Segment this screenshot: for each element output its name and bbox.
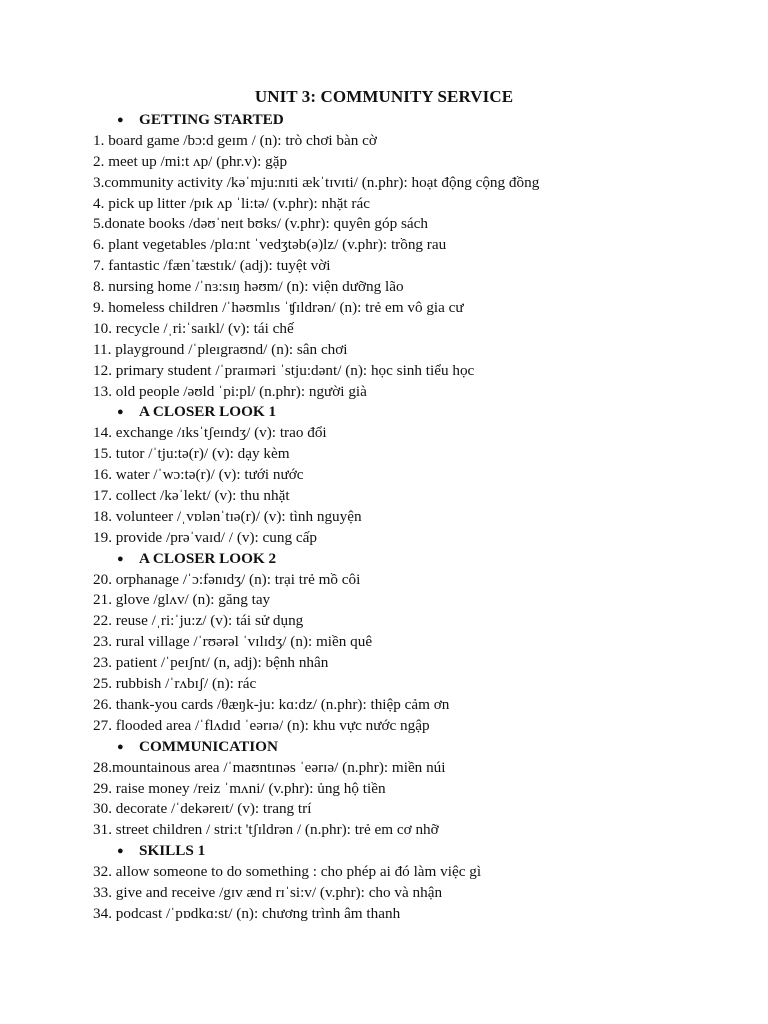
vocab-item: 33. give and receive /gɪv ænd rɪˈsi:v/ (v.phr): cho và nhận [93,883,443,901]
vocab-item: 23. patient /ˈpeɪʃnt/ (n, adj): bệnh nhân [93,654,329,672]
vocab-item: 5.donate books /dəʊˈneɪt bʊks/ (v.phr): quyên góp sách [93,215,428,233]
vocab-item: 31. street children / stri:t 'tʃɪldrən / (n.phr): trẻ em cơ nhỡ [93,821,439,839]
vocab-item: 19. provide /prəˈvaɪd/ / (v): cung cấp [93,528,317,546]
bullet-icon: ● [117,552,124,565]
section-heading-text: A CLOSER LOOK 1 [139,403,277,421]
vocab-item: 20. orphanage /ˈɔ:fənɪdʒ/ (n): trại trẻ mồ côi [93,570,361,588]
section-heading-text: GETTING STARTED [139,111,284,128]
vocab-item: 30. decorate /ˈdekəreɪt/ (v): trang trí [93,800,312,818]
section-heading-text: SKILLS 1 [139,842,206,860]
vocab-item: 28.mountainous area /ˈmaʊntɪnəs ˈeərɪə/ (n.phr): miền núi [93,758,446,776]
vocab-item: 6. plant vegetables /plɑ:nt ˈvedʒtəb(ə)lz/ (v.phr): trồng rau [93,236,447,254]
vocab-item: 14. exchange /ɪksˈtʃeɪndʒ/ (v): trao đổi [93,424,327,442]
vocab-item: 7. fantastic /fænˈtæstɪk/ (adj): tuyệt vời [93,257,331,275]
vocab-item: 12. primary student /ˈpraɪməri ˈstju:dənt/ (n): học sinh tiểu học [93,361,475,379]
vocab-item: 32. allow someone to do something : cho phép ai đó làm việc gì [93,863,482,881]
bullet-icon: ● [117,845,124,858]
section-heading-text: A CLOSER LOOK 2 [139,549,277,567]
section-heading [93,402,733,423]
vocab-item: 21. glove /glʌv/ (n): găng tay [93,591,271,609]
section-heading [93,841,733,862]
vocab-item: 27. flooded area /ˈflʌdɪd ˈeərɪə/ (n): khu vực nước ngập [93,716,430,734]
page-title: UNIT 3: COMMUNITY SERVICE [254,87,514,106]
vocab-item: 16. water /ˈwɔ:tə(r)/ (v): tưới nước [93,466,304,484]
vocab-item: 9. homeless children /ˈhəʊmlɪs ˈʧɪldrən/ (n): trẻ em vô gia cư [93,299,464,317]
section-heading-text: COMMUNICATION [139,737,278,755]
vocab-item: 26. thank-you cards /θæŋk-ju: kɑ:dz/ (n.phr): thiệp cảm ơn [93,695,450,713]
section-heading [93,737,733,758]
bullet-icon: ● [117,740,124,753]
section-heading [93,110,733,131]
vocab-item: 1. board game /bɔ:d geɪm / (n): trò chơi bàn cờ [93,131,377,149]
bullet-icon: ● [117,114,124,126]
vocabulary-list [93,110,733,925]
vocab-item: 2. meet up /mi:t ʌp/ (phr.v): gặp [93,152,288,170]
vocab-item: 34. podcast /ˈpɒdkɑ:st/ (n): chương trình âm thanh [93,904,401,922]
vocab-item: 13. old people /əʊld ˈpi:pl/ (n.phr): người già [93,382,367,400]
bullet-icon: ● [117,406,124,419]
vocab-item: 8. nursing home /ˈnɜ:sɪŋ həʊm/ (n): viện dưỡng lão [93,278,404,296]
vocab-item: 4. pick up litter /pɪk ʌp ˈli:tə/ (v.phr): nhặt rác [93,194,370,212]
vocab-item: 17. collect /kəˈlekt/ (v): thu nhặt [93,487,290,505]
vocab-item: 10. recycle /ˌri:ˈsaɪkl/ (v): tái chế [93,319,294,337]
vocab-item: 15. tutor /ˈtju:tə(r)/ (v): dạy kèm [93,445,290,463]
vocab-item: 3.community activity /kəˈmju:nɪti ækˈtɪvɪti/ (n.phr): hoạt động cộng đồng [93,173,540,191]
vocab-item: 29. raise money /reiz ˈmʌni/ (v.phr): ủng hộ tiền [93,779,386,797]
vocab-item: 18. volunteer /ˌvɒlənˈtɪə(r)/ (v): tình nguyện [93,507,362,525]
vocab-item: 23. rural village /ˈrʊərəl ˈvɪlɪdʒ/ (n): miền quê [93,633,373,651]
section-heading [93,549,733,570]
vocab-item: 22. reuse /ˌri:ˈju:z/ (v): tái sử dụng [93,612,304,630]
vocab-item: 25. rubbish /ˈrʌbɪʃ/ (n): rác [93,675,257,693]
vocab-item: 11. playground /ˈpleɪgraʊnd/ (n): sân chơi [93,340,348,358]
